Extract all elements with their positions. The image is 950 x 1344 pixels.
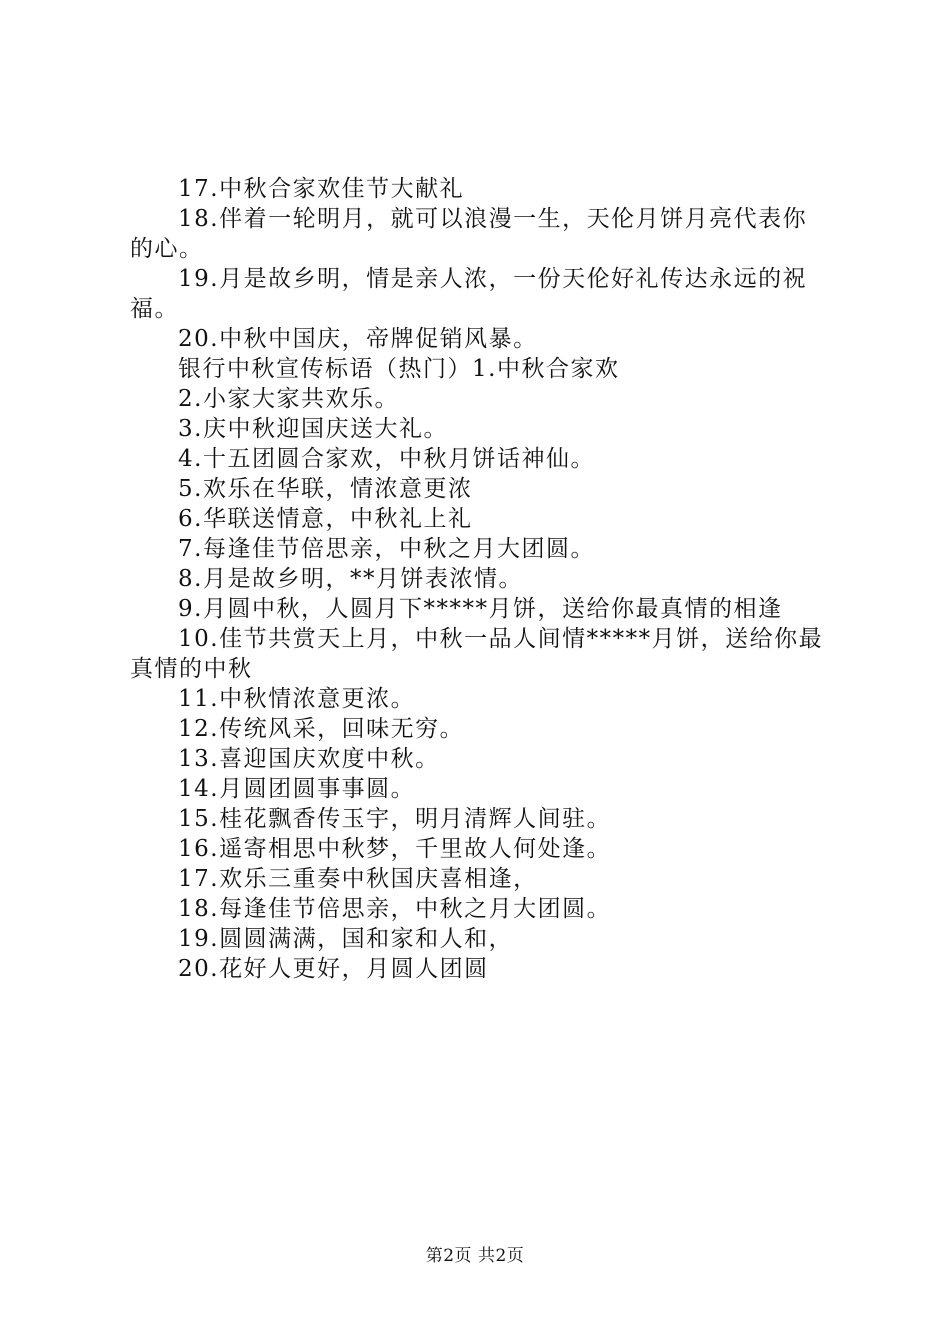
paragraph: 15.桂花飘香传玉宇，明月清辉人间驻。 xyxy=(178,806,612,832)
paragraph: 19.圆圆满满，国和家和人和， xyxy=(178,926,514,952)
paragraph: 13.喜迎国庆欢度中秋。 xyxy=(178,746,440,772)
paragraph: 11.中秋情浓意更浓。 xyxy=(178,686,416,712)
paragraph: 2.小家大家共欢乐。 xyxy=(178,386,399,412)
paragraph: 8.月是故乡明，**月饼表浓情。 xyxy=(178,566,523,592)
paragraph: 5.欢乐在华联，情浓意更浓 xyxy=(178,476,473,502)
paragraph: 7.每逢佳节倍思亲，中秋之月大团圆。 xyxy=(178,536,595,562)
paragraph: 18.每逢佳节倍思亲，中秋之月大团圆。 xyxy=(178,896,612,922)
paragraph: 19.月是故乡明，情是亲人浓，一份天伦好礼传达永远的祝福。 xyxy=(130,266,808,322)
paragraph: 17.中秋合家欢佳节大献礼 xyxy=(178,176,465,202)
paragraph: 20.中秋中国庆，帝牌促销风暴。 xyxy=(178,326,538,352)
paragraph: 9.月圆中秋，人圆月下*****月饼，送给你最真情的相逢 xyxy=(178,596,783,622)
paragraph: 16.遥寄相思中秋梦，千里故人何处逢。 xyxy=(178,836,612,862)
document-body xyxy=(130,174,830,984)
paragraph: 20.花好人更好，月圆人团圆 xyxy=(178,956,489,982)
paragraph: 3.庆中秋迎国庆送大礼。 xyxy=(178,416,448,442)
paragraph: 6.华联送情意，中秋礼上礼 xyxy=(178,506,473,532)
paragraph: 12.传统风采，回味无穷。 xyxy=(178,716,465,742)
paragraph: 18.伴着一轮明月，就可以浪漫一生，天伦月饼月亮代表你的心。 xyxy=(130,206,808,262)
paragraph: 14.月圆团圆事事圆。 xyxy=(178,776,416,802)
page-footer: 第2页 共2页 xyxy=(425,1246,525,1266)
paragraph: 4.十五团圆合家欢，中秋月饼话神仙。 xyxy=(178,446,595,472)
paragraph: 10.佳节共赏天上月，中秋一品人间情*****月饼，送给你最真情的中秋 xyxy=(130,626,824,682)
paragraph: 17.欢乐三重奏中秋国庆喜相逢， xyxy=(178,866,538,892)
paragraph: 银行中秋宣传标语（热门）1.中秋合家欢 xyxy=(178,356,620,382)
